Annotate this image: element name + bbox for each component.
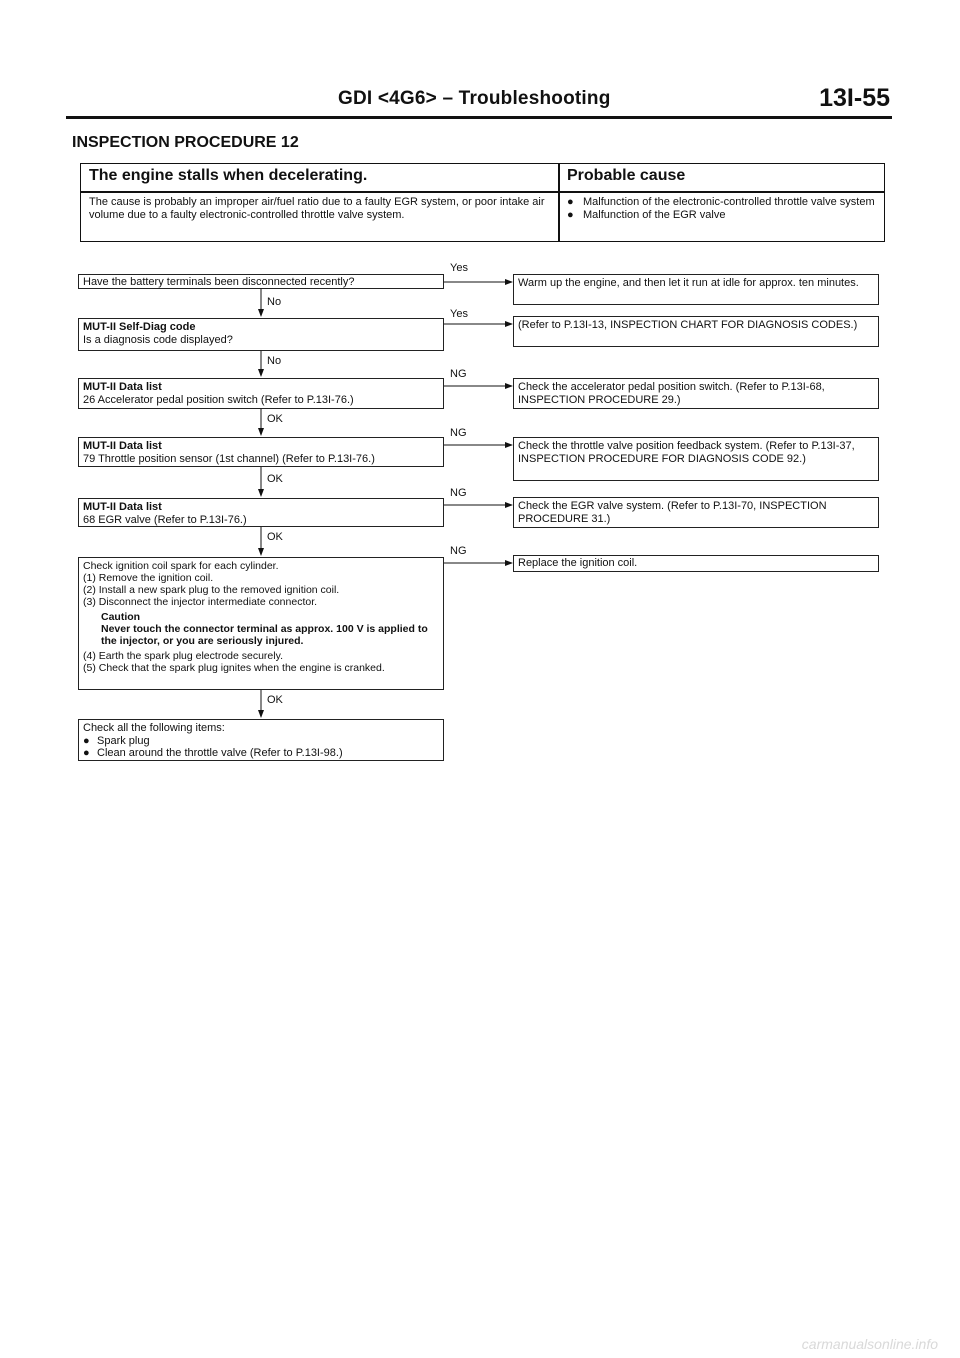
branch-label: OK bbox=[267, 694, 283, 706]
step-box-data-list-79 bbox=[78, 437, 444, 467]
branch-label: No bbox=[267, 355, 282, 367]
symptom-text: The cause is probably an improper air/fuel ratio due to a faulty EGR system, or poor intake air volume due to a faulty electronic-controlled throttle valve system. bbox=[89, 196, 545, 221]
result-box-egr bbox=[513, 497, 879, 528]
result-box-throttle bbox=[513, 437, 879, 481]
bullet-icon: ● bbox=[83, 747, 90, 759]
final-item: ● Clean around the throttle valve (Refer to P.13I-98.) bbox=[83, 747, 343, 759]
probable-cause-heading: Probable cause bbox=[567, 167, 686, 184]
result-text: (Refer to P.13I-13, INSPECTION CHART FOR DIAGNOSIS CODES.) bbox=[518, 319, 858, 331]
step-text: 26 Accelerator pedal position switch (Refer to P.13I-76.) bbox=[83, 393, 354, 406]
symptom-heading: The engine stalls when decelerating. bbox=[89, 167, 368, 184]
cause-item: ● Malfunction of the EGR valve bbox=[567, 209, 726, 221]
result-box-diag-chart bbox=[513, 316, 879, 347]
step-title: MUT-II Data list bbox=[83, 381, 162, 393]
step-text: 68 EGR valve (Refer to P.13I-76.) bbox=[83, 513, 247, 526]
procedure-title: INSPECTION PROCEDURE 12 bbox=[72, 134, 299, 151]
step-item: (1) Remove the ignition coil. bbox=[83, 572, 214, 584]
step-text: Check ignition coil spark for each cylinder. bbox=[83, 560, 279, 572]
branch-label: NG bbox=[450, 487, 467, 499]
step-box-data-list-26 bbox=[78, 378, 444, 409]
branch-label: No bbox=[267, 296, 282, 308]
step-box-data-list-68 bbox=[78, 498, 444, 527]
page-number: 13I-55 bbox=[819, 84, 890, 112]
branch-label: NG bbox=[450, 545, 467, 557]
step-item: (2) Install a new spark plug to the removed ignition coil. bbox=[83, 584, 340, 596]
step-item: (4) Earth the spark plug electrode securely. bbox=[83, 650, 283, 662]
step-text: 79 Throttle position sensor (1st channel) (Refer to P.13I-76.) bbox=[83, 452, 375, 465]
bullet-icon: ● bbox=[83, 734, 90, 747]
branch-label: OK bbox=[267, 413, 283, 425]
step-text: Check all the following items: bbox=[83, 722, 225, 734]
result-text: Check the accelerator pedal position switch. (Refer to P.13I-68, INSPECTION PROCEDURE 29.) bbox=[518, 381, 825, 406]
branch-label: NG bbox=[450, 427, 467, 439]
page-header-title: GDI <4G6> – Troubleshooting bbox=[338, 88, 611, 109]
step-item: (3) Disconnect the injector intermediate connector. bbox=[83, 596, 318, 608]
result-text: Check the EGR valve system. (Refer to P.13I-70, INSPECTION PROCEDURE 31.) bbox=[518, 500, 827, 525]
bullet-icon: ● bbox=[567, 196, 574, 208]
step-title: MUT-II Self-Diag code bbox=[83, 321, 196, 333]
branch-label: Yes bbox=[450, 262, 468, 274]
cause-item: ● Malfunction of the electronic-controlled throttle valve system bbox=[567, 196, 875, 208]
step-title: MUT-II Data list bbox=[83, 501, 162, 513]
caution-text: Never touch the connector terminal as approx. 100 V is applied to the injector, or you are seriously injured. bbox=[101, 623, 428, 647]
result-text: Replace the ignition coil. bbox=[518, 557, 638, 569]
caution-title: Caution bbox=[101, 611, 141, 623]
step-text: Have the battery terminals been disconnected recently? bbox=[83, 276, 355, 288]
final-item: ● Spark plug bbox=[83, 734, 150, 747]
result-box-warm-up bbox=[513, 274, 879, 305]
branch-label: NG bbox=[450, 368, 467, 380]
bullet-icon: ● bbox=[567, 209, 574, 221]
result-box-ignition-coil bbox=[513, 555, 879, 572]
footer-watermark: carmanualsonline.info bbox=[801, 1336, 938, 1352]
step-text: Is a diagnosis code displayed? bbox=[83, 333, 233, 346]
result-text: Warm up the engine, and then let it run at idle for approx. ten minutes. bbox=[518, 277, 859, 289]
branch-label: OK bbox=[267, 531, 283, 543]
step-box-battery bbox=[78, 274, 444, 289]
step-item: (5) Check that the spark plug ignites when the engine is cranked. bbox=[83, 662, 385, 674]
caution-block bbox=[101, 611, 439, 647]
branch-label: OK bbox=[267, 473, 283, 485]
step-title: MUT-II Data list bbox=[83, 440, 162, 452]
step-box-final-check bbox=[78, 719, 444, 761]
step-box-self-diag bbox=[78, 318, 444, 351]
result-text: Check the throttle valve position feedback system. (Refer to P.13I-37, INSPECTION PROCEDURE FOR DIAGNOSIS CODE 92.) bbox=[518, 440, 855, 465]
branch-label: Yes bbox=[450, 308, 468, 320]
step-box-spark-check bbox=[78, 557, 444, 690]
result-box-accelerator bbox=[513, 378, 879, 409]
